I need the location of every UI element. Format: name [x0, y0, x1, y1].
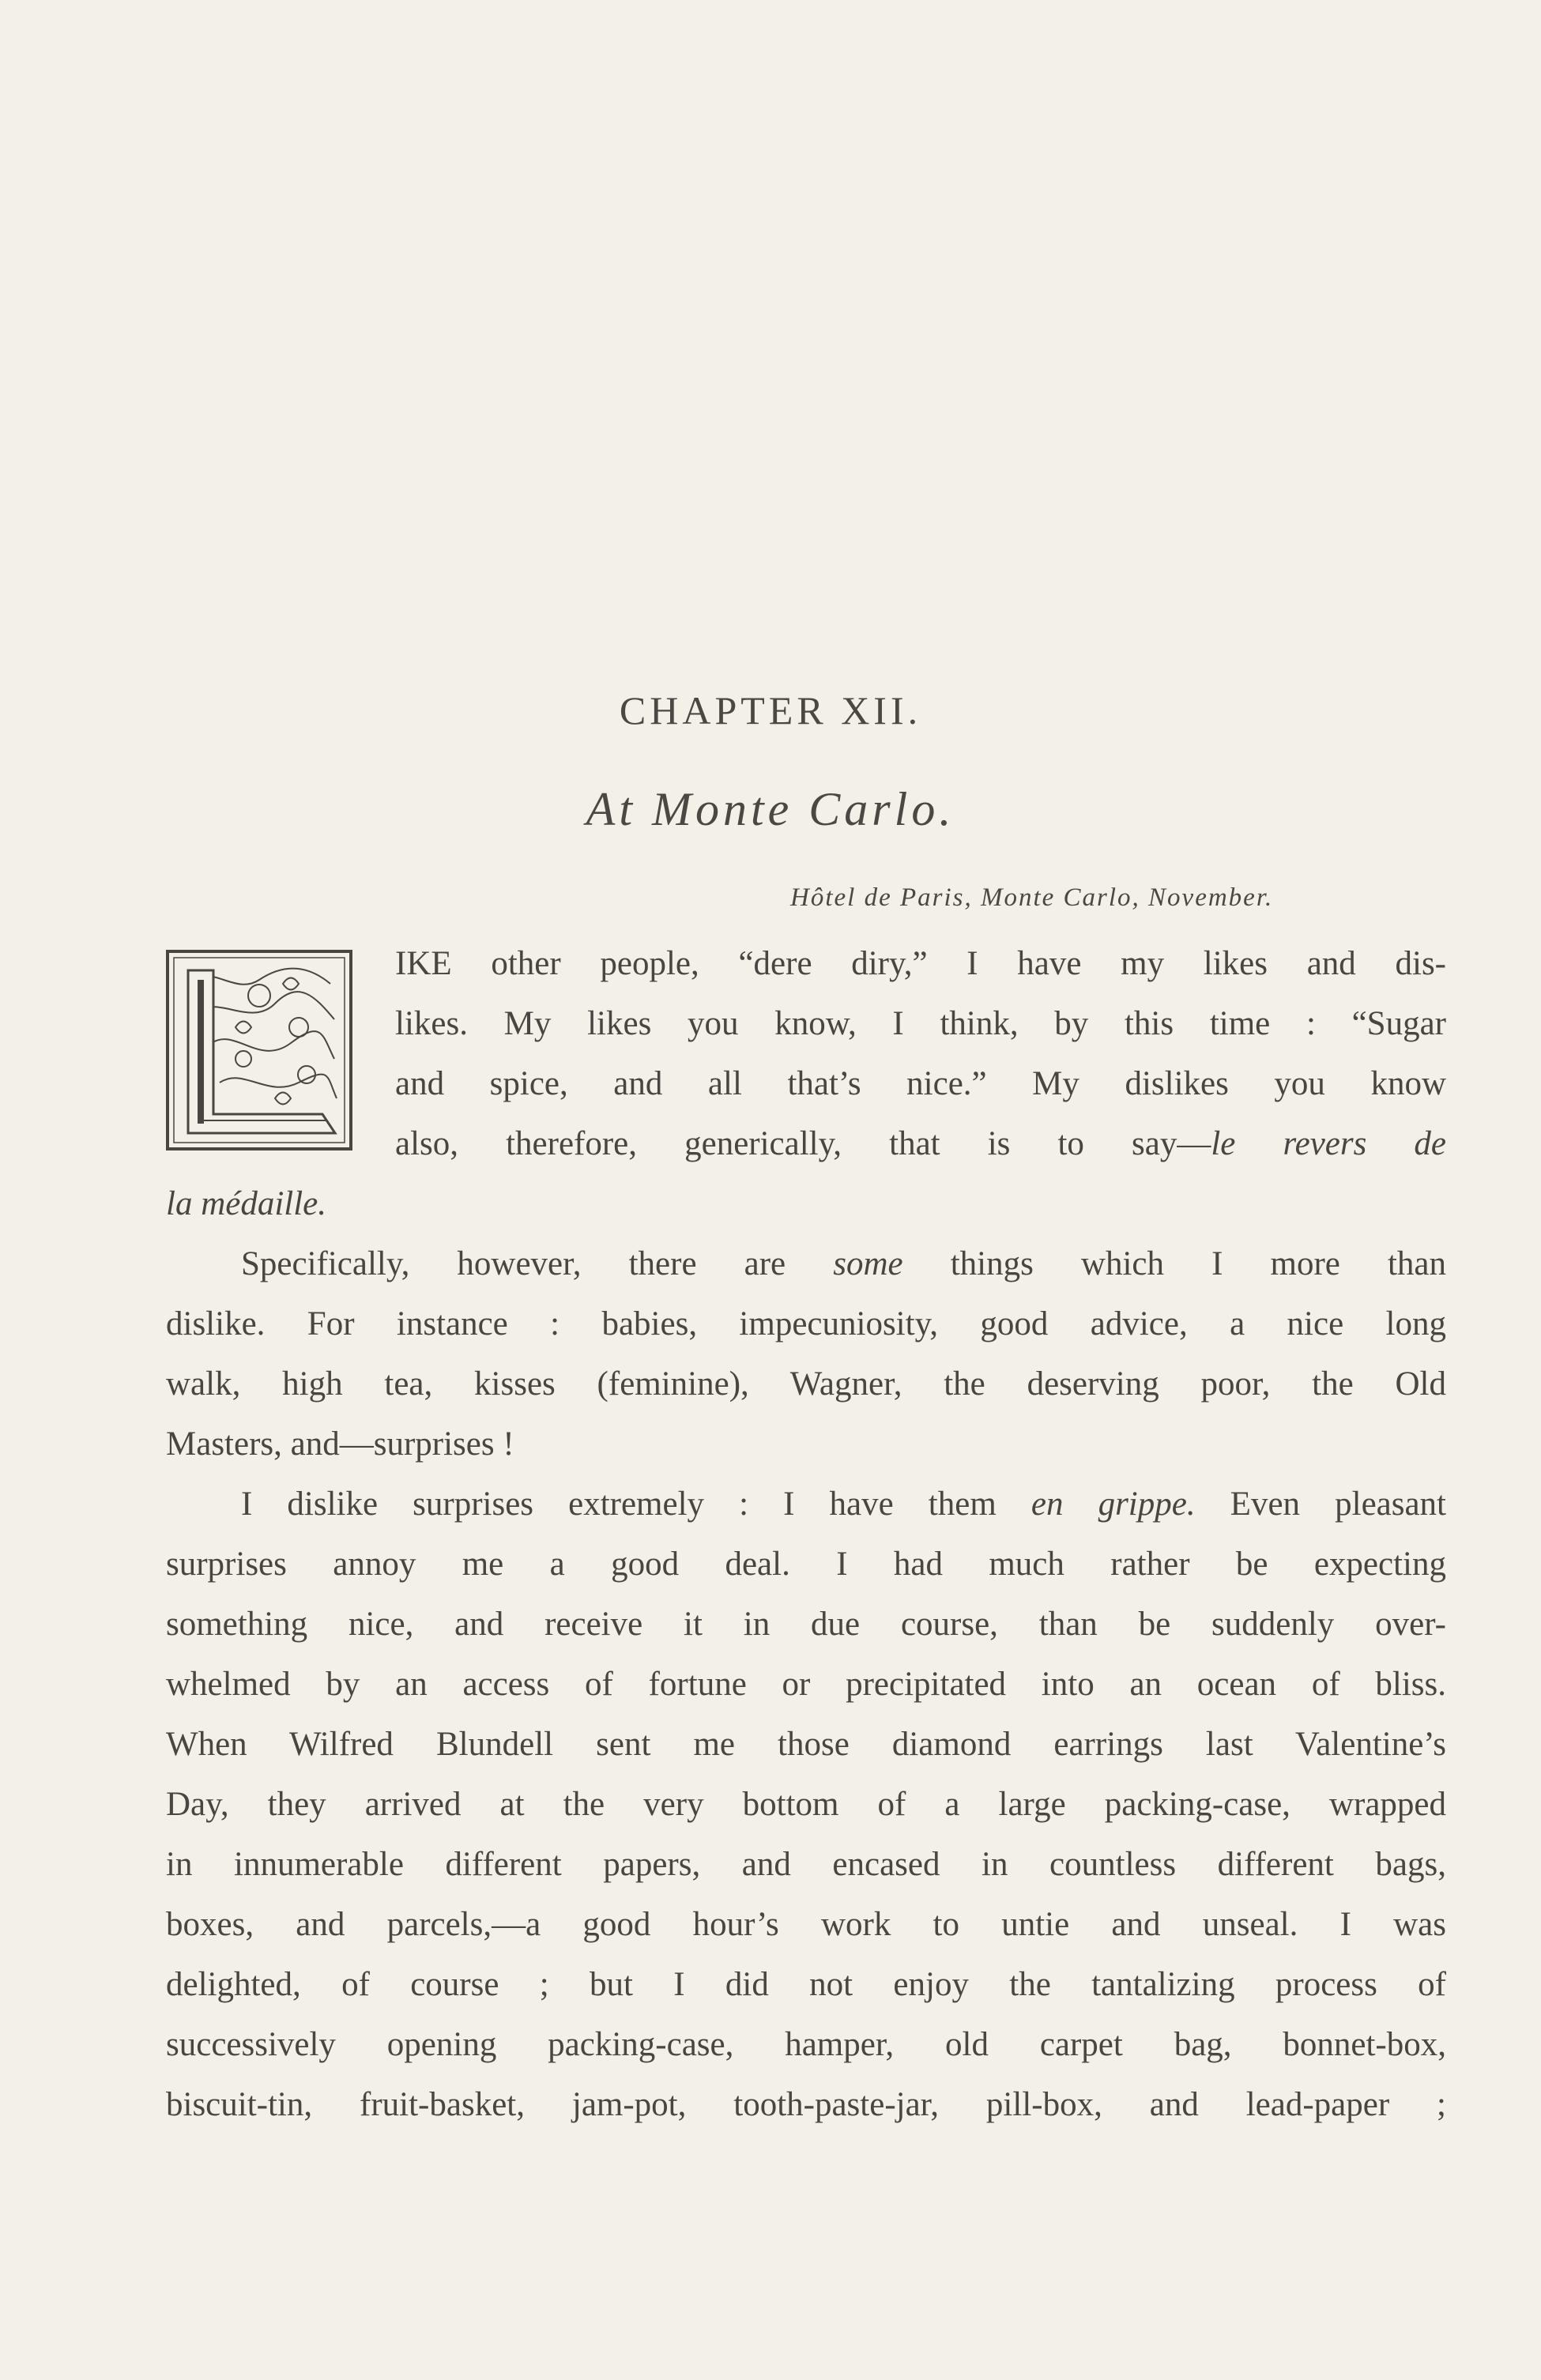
paragraph-1-line-5-italic: la médaille. [166, 1185, 327, 1222]
paragraph-2-line-1-c: things which I more than [902, 1245, 1446, 1282]
paragraph-1-line-1: IKE other people, “dere diry,” I have my likes and dis- [395, 945, 1446, 982]
paragraph-2-line-2: dislike. For instance : babies, impecuniosity, good advice, a nice long [166, 1305, 1446, 1343]
paragraph-1-line-4 [395, 1120, 1446, 1168]
paragraph-2-line-4: Masters, and—surprises ! [166, 1425, 514, 1463]
paragraph-2-line-1-a: Specifically, however, there are [241, 1245, 834, 1282]
paragraph-3-line-3: something nice, and receive it in due course, than be suddenly over- [166, 1606, 1446, 1643]
chapter-heading: CHAPTER XII. [619, 688, 922, 732]
paragraph-3-line-11: biscuit-tin, fruit-basket, jam-pot, tooth-paste-jar, pill-box, and lead-paper ; [166, 2086, 1446, 2123]
paragraph-1-line-2: likes. My likes you know, I think, by this time : “Sugar [395, 1005, 1446, 1042]
chapter-title: At Monte Carlo. [586, 783, 955, 835]
paragraph-1-line-4-text: also, therefore, generically, that is to say— [395, 1125, 1211, 1162]
paragraph-3-line-4: whelmed by an access of fortune or precipitated into an ocean of bliss. [166, 1666, 1446, 1703]
paragraph-1-line-3: and spice, and all that’s nice.” My dislikes you know [395, 1065, 1446, 1102]
ornamental-drop-cap-L-icon [164, 948, 354, 1152]
paragraph-3-line-9: delighted, of course ; but I did not enjoy the tantalizing process of [166, 1966, 1446, 2003]
letter-dateline: Hôtel de Paris, Monte Carlo, November. [790, 883, 1274, 912]
paragraph-1-line-5 [166, 1181, 326, 1228]
paragraph-3-line-5: When Wilfred Blundell sent me those diamond earrings last Valentine’s [166, 1726, 1446, 1763]
paragraph-3-line-2: surprises annoy me a good deal. I had much rather be expecting [166, 1546, 1446, 1583]
paragraph-3-line-7: in innumerable different papers, and encased in countless different bags, [166, 1846, 1446, 1883]
paragraph-3-line-1 [241, 1481, 1446, 1528]
paragraph-2-line-1-italic: some [833, 1245, 903, 1282]
paragraph-3-line-10: successively opening packing-case, hamper, old carpet bag, bonnet-box, [166, 2026, 1446, 2063]
paragraph-3-line-1-a: I dislike surprises extremely : I have them [241, 1486, 1031, 1523]
paragraph-3-line-1-c: Even pleasant [1195, 1486, 1447, 1523]
paragraph-2-line-1 [241, 1241, 1446, 1288]
paragraph-2-line-3: walk, high tea, kisses (feminine), Wagner, the deserving poor, the Old [166, 1365, 1446, 1403]
paragraph-1-line-4-italic: le revers de [1211, 1125, 1446, 1162]
paragraph-3-line-1-italic: en grippe. [1030, 1486, 1196, 1523]
paragraph-3-line-6: Day, they arrived at the very bottom of a large packing-case, wrapped [166, 1786, 1446, 1823]
paragraph-3-line-8: boxes, and parcels,—a good hour’s work to untie and unseal. I was [166, 1906, 1446, 1943]
